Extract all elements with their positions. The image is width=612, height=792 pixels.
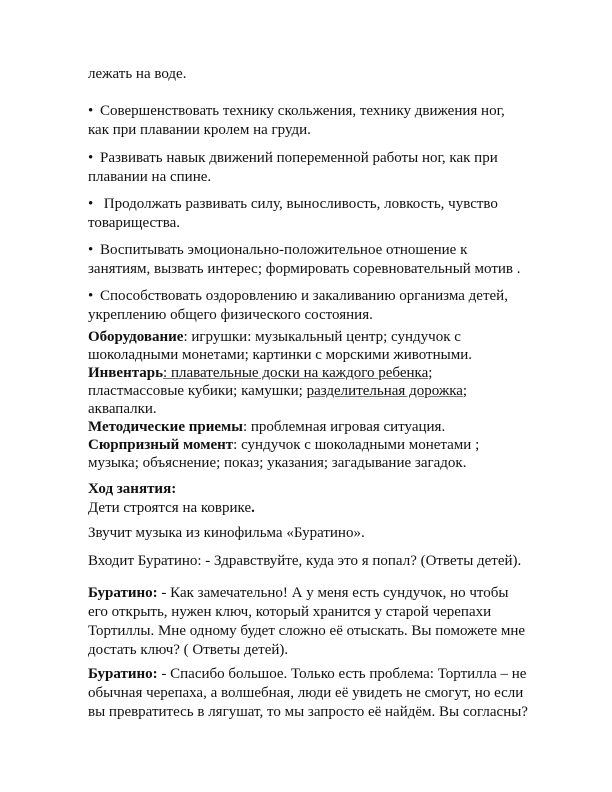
- bullet-icon: •: [88, 103, 94, 119]
- methods-text: : проблемная игровая ситуация.: [242, 419, 446, 435]
- goal-text: Совершенствовать технику скольжения, технику движения ног, как при плавании кролем на груди.: [88, 103, 505, 138]
- intro-fragment: лежать на воде.: [88, 66, 187, 82]
- enters-paragraph: Входит Буратино: - Здравствуйте, куда это я попал? (Ответы детей).: [88, 553, 522, 569]
- inventory-text-2: ; пластмассовые кубики; камушки;: [88, 365, 433, 399]
- course-text-end: .: [251, 500, 255, 516]
- surprise-text: : сундучок с шоколадными монетами ; музыка; объяснение; показ; указания; загадывание загадок.: [88, 437, 480, 471]
- equipment-text: : игрушки: музыкальный центр; сундучок с шоколадными монетами; картинки с морскими животными.: [88, 329, 472, 363]
- equipment-block: [88, 328, 528, 472]
- goal-text: Способствовать оздоровлению и закаливанию организма детей, укреплению общего физического состояния.: [88, 288, 508, 323]
- goal-item-4: [88, 241, 528, 279]
- surprise-line: [88, 436, 528, 472]
- methods-label: Методические приемы: [88, 419, 243, 435]
- equipment-label: Оборудование: [88, 329, 184, 345]
- goal-item-5: [88, 287, 528, 325]
- music-paragraph: Звучит музыка из кинофильма «Буратино».: [88, 525, 365, 541]
- course-heading: Ход занятия:: [88, 481, 177, 497]
- dialog-text: - Спасибо большое. Только есть проблема: Тортилла – не обычная черепаха, а волшебная, люди её увидеть не смогут, но если вы превратитесь в лягушат, то мы запросто её найдём. Вы согласны?: [88, 666, 528, 720]
- speaker-name: Буратино:: [88, 666, 158, 682]
- surprise-label: Сюрпризный момент: [88, 437, 234, 453]
- dialog-paragraph-2: [88, 665, 528, 722]
- bullet-icon: •: [88, 150, 94, 166]
- equipment-line: [88, 328, 528, 364]
- bullet-icon: •: [88, 196, 94, 212]
- goal-text: Воспитывать эмоционально-положительное отношение к занятиям, вызвать интерес; формировать соревновательный мотив .: [88, 242, 521, 277]
- dialog-text: - Как замечательно! А у меня есть сундучок, но чтобы его открыть, нужен ключ, который хранится у старой черепахи Тортиллы. Мне одному будет сложно её отыскать. Вы поможете мне достать ключ? ( Ответы детей).: [88, 585, 526, 658]
- inventory-line: [88, 364, 528, 418]
- inventory-text-3: разделительная дорожка: [306, 383, 463, 399]
- goal-item-3: [88, 195, 528, 233]
- inventory-text-1: : плавательные доски на каждого ребенка: [163, 365, 429, 381]
- goal-text: Развивать навык движений попеременной работы ног, как при плавании на спине.: [88, 150, 498, 185]
- bullet-icon: •: [88, 242, 94, 258]
- speaker-name: Буратино:: [88, 585, 158, 601]
- inventory-text-4: ; аквапалки.: [88, 383, 468, 417]
- goal-item-2: [88, 149, 528, 187]
- goal-item-1: [88, 102, 528, 140]
- inventory-label: Инвентарь: [88, 365, 164, 381]
- course-section: [88, 480, 528, 518]
- methods-line: [88, 418, 528, 436]
- course-line: [88, 499, 528, 518]
- bullet-icon: •: [88, 288, 94, 304]
- course-text: Дети строятся на коврике: [88, 500, 252, 516]
- dialog-paragraph-1: [88, 584, 528, 660]
- goal-text: Продолжать развивать силу, выносливость, ловкость, чувство товарищества.: [88, 196, 498, 231]
